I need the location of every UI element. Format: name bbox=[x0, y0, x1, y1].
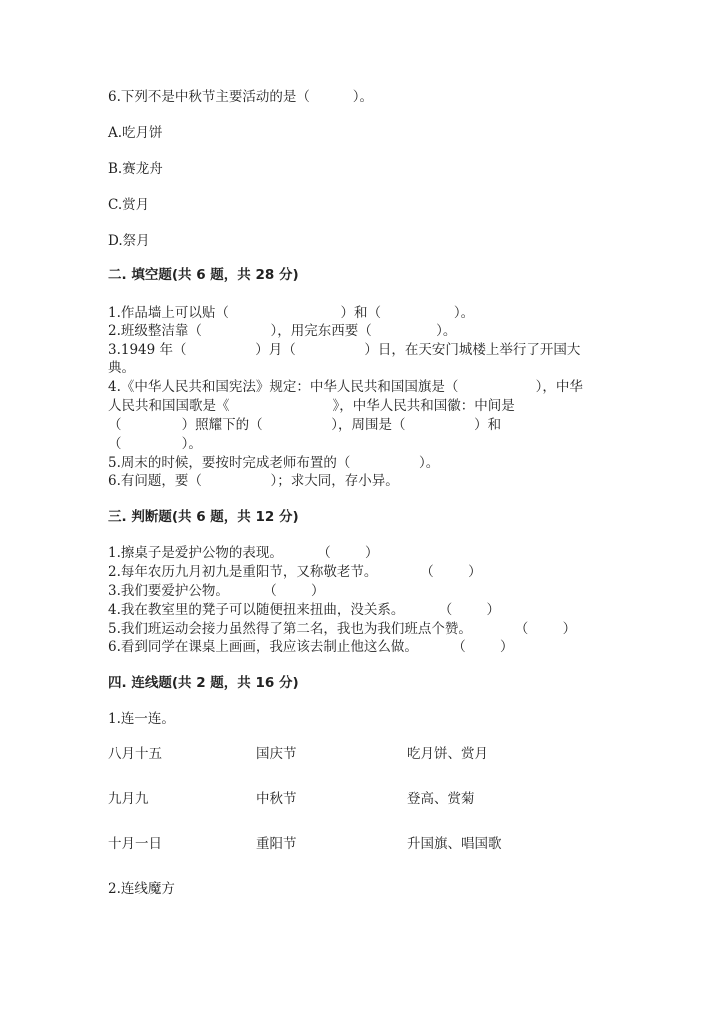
s3-line-3: 3.我们要爱护公物。 （ ） bbox=[108, 583, 325, 599]
match-right-2: 登高、赏菊 bbox=[407, 791, 475, 807]
s3-line-4: 4.我在教室里的凳子可以随便扭来扭曲，没关系。 （ ） bbox=[108, 602, 501, 618]
q6-option-d: D.祭月 bbox=[108, 233, 150, 249]
q6-option-c: C.赏月 bbox=[108, 197, 150, 213]
s3-line-2: 2.每年农历九月初九是重阳节，又称敬老节。 （ ） bbox=[108, 564, 482, 580]
s2-line-1: 1.作品墙上可以贴（ ）和（ ）。 bbox=[108, 305, 475, 321]
s2-line-8: （ ）。 bbox=[108, 436, 202, 452]
s2-line-6: 人民共和国国歌是《 》，中华人民共和国徽：中间是 bbox=[108, 398, 515, 414]
match-mid-2: 中秋节 bbox=[256, 791, 297, 807]
s2-line-2: 2.班级整洁靠（ ），用完东西要（ ）。 bbox=[108, 323, 457, 339]
s4-q1-label: 1.连一连。 bbox=[108, 711, 175, 727]
s3-line-6: 6.看到同学在课桌上画画，我应该去制止他这么做。 （ ） bbox=[108, 639, 514, 655]
match-right-3: 升国旗、唱国歌 bbox=[407, 836, 502, 852]
match-mid-1: 国庆节 bbox=[256, 746, 297, 762]
match-left-3: 十月一日 bbox=[108, 836, 162, 852]
section2-title: 二. 填空题(共 6 题，共 28 分) bbox=[108, 267, 299, 283]
q6-option-a: A.吃月饼 bbox=[108, 125, 163, 141]
s2-line-10: 6.有问题，要（ ）；求大同，存小异。 bbox=[108, 473, 399, 489]
s4-q2-label: 2.连线魔方 bbox=[108, 881, 175, 897]
q6-stem: 6.下列不是中秋节主要活动的是（ ）。 bbox=[108, 89, 374, 105]
s2-line-5: 4.《中华人民共和国宪法》规定：中华人民共和国国旗是（ ），中华 bbox=[108, 379, 583, 395]
match-left-2: 九月九 bbox=[108, 791, 149, 807]
s2-line-3: 3.1949 年（ ）月（ ）日，在天安门城楼上举行了开国大 bbox=[108, 342, 581, 358]
s3-line-1: 1.擦桌子是爱护公物的表现。 （ ） bbox=[108, 545, 379, 561]
s3-line-5: 5.我们班运动会接力虽然得了第二名，我也为我们班点个赞。 （ ） bbox=[108, 621, 577, 637]
section3-title: 三. 判断题(共 6 题，共 12 分) bbox=[108, 509, 299, 525]
match-left-1: 八月十五 bbox=[108, 746, 162, 762]
q6-option-b: B.赛龙舟 bbox=[108, 161, 163, 177]
match-mid-3: 重阳节 bbox=[256, 836, 297, 852]
s2-line-9: 5.周末的时候，要按时完成老师布置的（ ）。 bbox=[108, 455, 440, 471]
match-right-1: 吃月饼、赏月 bbox=[407, 746, 488, 762]
s2-line-7: （ ）照耀下的（ ），周围是（ ）和 bbox=[108, 417, 502, 433]
s2-line-4: 典。 bbox=[108, 360, 135, 376]
section4-title: 四. 连线题(共 2 题，共 16 分) bbox=[108, 675, 299, 691]
